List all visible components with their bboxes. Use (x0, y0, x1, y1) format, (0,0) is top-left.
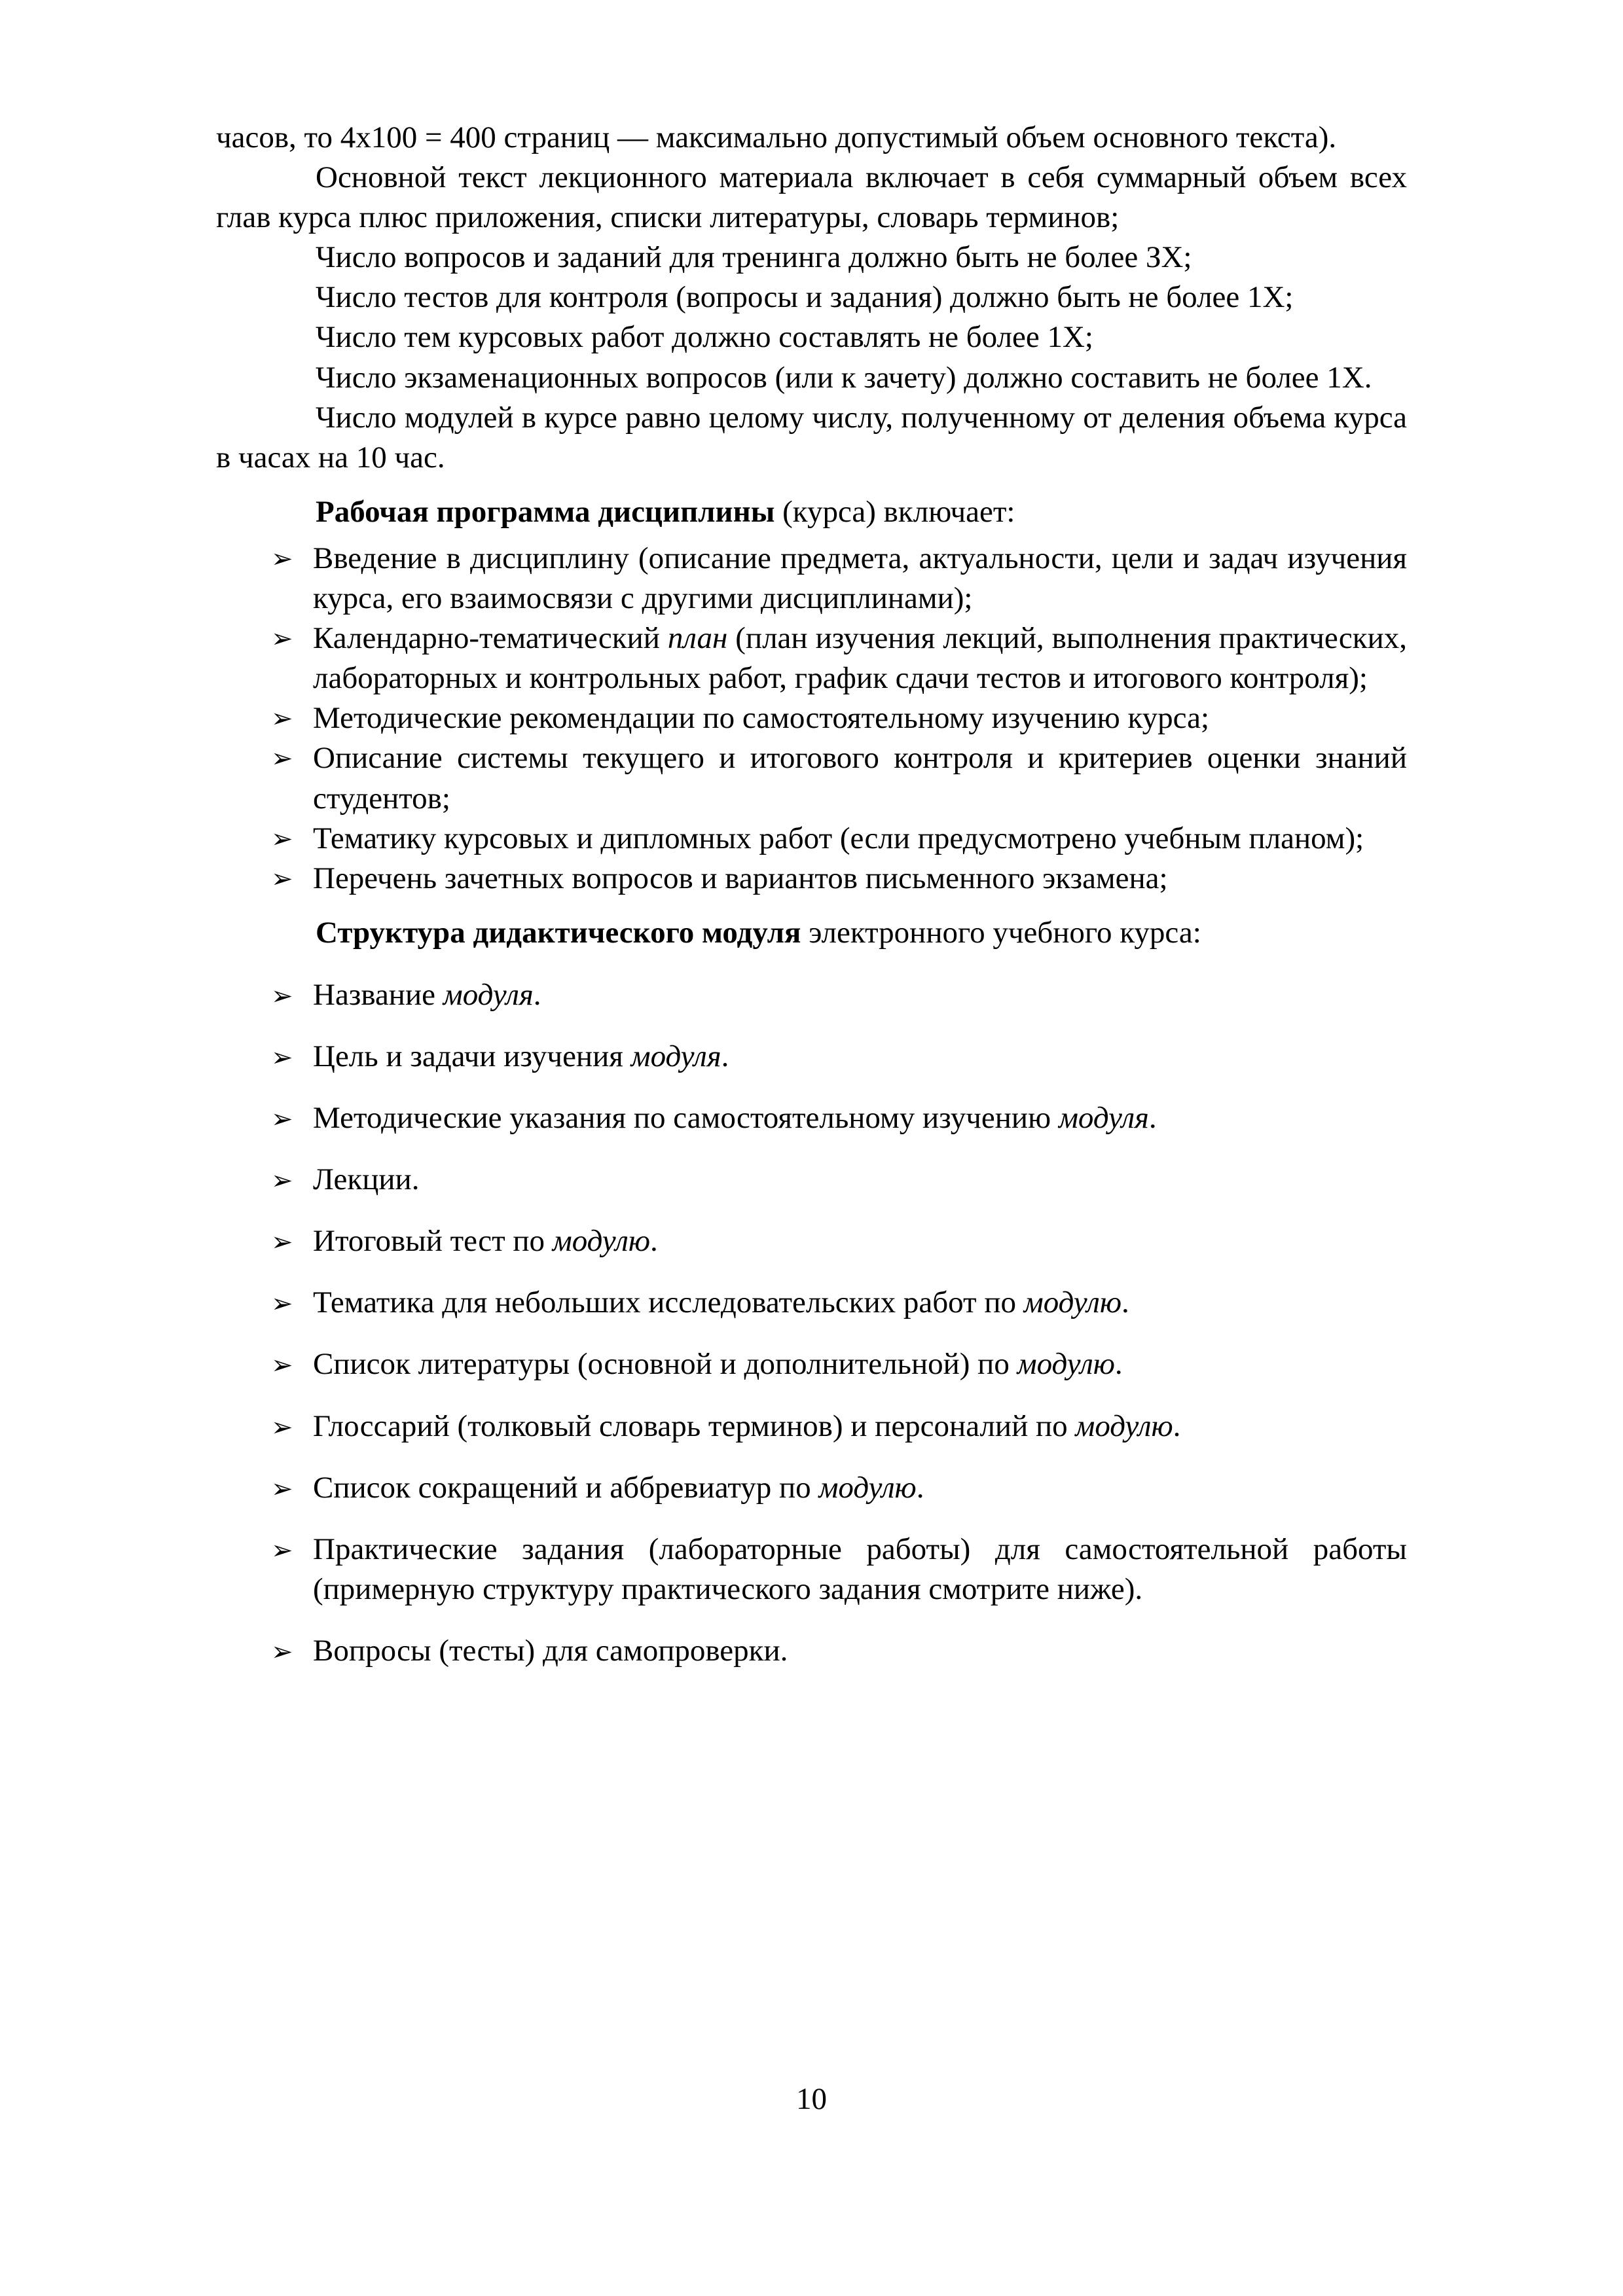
list-item (216, 975, 1407, 1015)
paragraph-6: Число экзаменационных вопросов (или к зачету) должно составить не более 1Х. (316, 360, 1372, 395)
section-heading-module-rest: электронного учебного курса: (801, 915, 1201, 950)
list-item-label-before: Список сокращений и аббревиатур по (313, 1470, 819, 1505)
module-items-list (216, 975, 1407, 1671)
list-item-label-after: . (533, 977, 541, 1012)
list-item (216, 698, 1407, 738)
list-item-label-after: (план изучения лекций, выполнения практических, лабораторных и контрольных работ, график сдачи тестов и итогового контроля); (313, 621, 1407, 696)
paragraph-2: Основной текст лекционного материала включает в себя суммарный объем всех глав курса плюс приложения, списки литературы, словарь терминов; (216, 160, 1407, 235)
paragraph-3: Число вопросов и заданий для тренинга должно быть не более ЗХ; (316, 240, 1192, 275)
list-item-label-before: Список литературы (основной и дополнительной) по (313, 1347, 1017, 1382)
list-item-label-italic: модуля (630, 1039, 721, 1073)
list-item-label-after: . (1122, 1285, 1129, 1320)
list-item-label-after: . (1114, 1347, 1123, 1382)
list-item-label-before: Название (313, 977, 443, 1012)
list-item-label-italic: модуля (1058, 1101, 1149, 1136)
paragraph-5: Число тем курсовых работ должно составлять не более 1Х; (316, 320, 1093, 355)
list-item-label: Описание системы текущего и итогового контроля и критериев оценки знаний студентов; (313, 741, 1407, 816)
section-heading-program-rest: (курса) включает: (775, 494, 1015, 529)
list-item (216, 1530, 1407, 1609)
section-heading-module-bold: Структура дидактического модуля (316, 915, 801, 950)
list-item (216, 738, 1407, 818)
list-item-label-before: Лекции. (313, 1162, 420, 1197)
list-item (216, 1098, 1407, 1138)
list-item (216, 619, 1407, 698)
list-item-label: Методические рекомендации по самостоятельному изучению курса; (313, 701, 1210, 736)
list-item-label-before: Глоссарий (толковый словарь терминов) и персоналий по (313, 1408, 1076, 1443)
list-item-label: Тематику курсовых и дипломных работ (если предусмотрено учебным планом); (313, 821, 1364, 855)
program-items-list (216, 539, 1407, 899)
list-item-label-before: Методические указания по самостоятельному изучению (313, 1101, 1059, 1136)
list-item-label-before: Тематика для небольших исследовательских работ по (313, 1285, 1024, 1320)
list-item (216, 1468, 1407, 1508)
list-item (216, 1160, 1407, 1200)
list-item (216, 1344, 1407, 1384)
list-item-label-italic: модулю (1023, 1285, 1122, 1320)
paragraph-7: Число модулей в курсе равно целому числу, полученному от деления объема курса в часах на 10 час. (216, 400, 1407, 475)
list-item (216, 539, 1407, 619)
list-item (216, 1631, 1407, 1671)
section-heading-module (216, 913, 1407, 953)
list-item-label-before: Календарно-тематический (313, 621, 668, 656)
list-item-label-italic: модуля (443, 977, 534, 1012)
list-item-label-after: . (1173, 1408, 1181, 1443)
paragraph-1: часов, то 4х100 = 400 страниц — максимально допустимый объем основного текста). (216, 120, 1337, 154)
list-item (216, 859, 1407, 899)
page-number: 10 (796, 2082, 827, 2116)
section-heading-program-bold: Рабочая программа дисциплины (316, 494, 775, 529)
list-item-label-before: Практические задания (лабораторные работы) для самостоятельной работы (примерную структуру практического задания смотрите ниже). (313, 1532, 1407, 1606)
list-item-label-before: Итоговый тест по (313, 1224, 553, 1259)
list-item (216, 819, 1407, 859)
list-item-label: Перечень зачетных вопросов и вариантов письменного экзамена; (313, 861, 1168, 895)
list-item (216, 1037, 1407, 1077)
list-item-label: Введение в дисциплину (описание предмета, актуальности, цели и задач изучения курса, его взаимосвязи с другими дисциплинами); (313, 541, 1407, 616)
list-item-label-italic: план (667, 621, 728, 656)
list-item-label-italic: модулю (1017, 1347, 1115, 1382)
section-heading-program (216, 492, 1407, 532)
list-item-label-after: . (721, 1039, 729, 1073)
list-item-label-after: . (916, 1470, 924, 1505)
list-item-label-italic: модулю (552, 1224, 651, 1259)
page-body (216, 118, 1407, 1671)
list-item-label-before: Вопросы (тесты) для самопроверки. (313, 1633, 788, 1668)
list-item-label-after: . (650, 1224, 658, 1259)
paragraph-4: Число тестов для контроля (вопросы и задания) должно быть не более 1Х; (316, 280, 1294, 315)
list-item (216, 1283, 1407, 1323)
list-item (216, 1407, 1407, 1446)
list-item-label-italic: модулю (1075, 1408, 1173, 1443)
list-item-label-after: . (1148, 1101, 1157, 1136)
list-item-label-italic: модулю (818, 1470, 917, 1505)
list-item (216, 1221, 1407, 1261)
list-item-label-before: Цель и задачи изучения (313, 1039, 631, 1073)
